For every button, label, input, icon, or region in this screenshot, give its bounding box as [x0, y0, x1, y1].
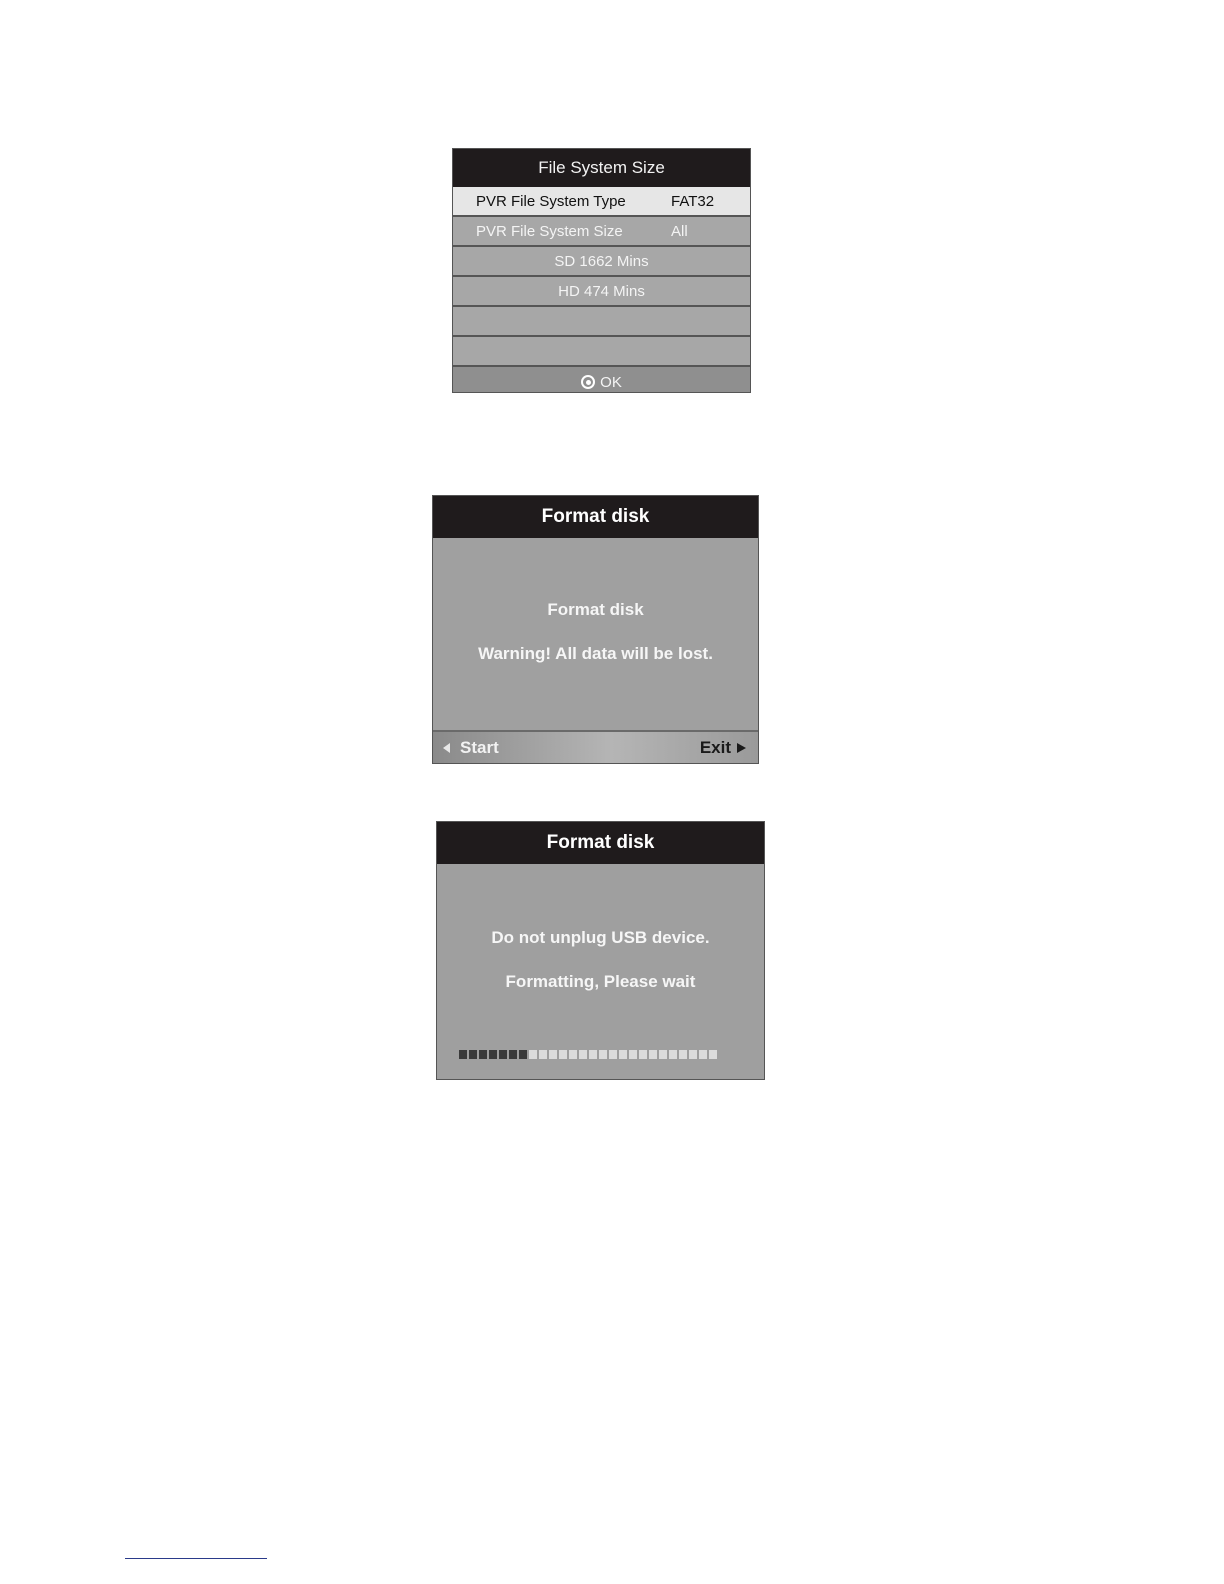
progress-segment-empty: [699, 1050, 707, 1059]
progress-segment-empty: [559, 1050, 567, 1059]
dialog-title: Format disk: [437, 822, 764, 864]
progress-segment-empty: [659, 1050, 667, 1059]
empty-row: [453, 335, 750, 365]
progress-segment-empty: [679, 1050, 687, 1059]
dialog-title: File System Size: [453, 149, 750, 187]
footnote-separator: [125, 1558, 267, 1559]
progress-segment-filled: [519, 1050, 527, 1059]
progress-segment-empty: [609, 1050, 617, 1059]
row-value: All: [671, 222, 688, 240]
progress-segment-filled: [459, 1050, 467, 1059]
file-system-size-dialog: [452, 148, 751, 393]
hd-capacity-text: HD 474 Mins: [558, 282, 645, 300]
progress-segment-empty: [619, 1050, 627, 1059]
ok-button-icon: [581, 375, 595, 389]
progress-segment-empty: [529, 1050, 537, 1059]
progress-segment-filled: [489, 1050, 497, 1059]
menu-row-file-system-type[interactable]: [453, 187, 750, 215]
right-arrow-icon: [737, 743, 746, 753]
progress-segment-empty: [549, 1050, 557, 1059]
progress-segment-empty: [539, 1050, 547, 1059]
formatting-status-text: Formatting, Please wait: [505, 972, 696, 991]
progress-segment-empty: [599, 1050, 607, 1059]
progress-segment-empty: [709, 1050, 717, 1059]
progress-segment-filled: [509, 1050, 517, 1059]
start-label: Start: [460, 737, 499, 757]
hd-capacity-row: [453, 275, 750, 305]
warning-text: Warning! All data will be lost.: [478, 644, 713, 663]
unplug-warning-text: Do not unplug USB device.: [491, 928, 710, 947]
ok-label: OK: [600, 373, 622, 391]
action-bar: [433, 730, 758, 763]
ok-hint[interactable]: [453, 365, 750, 393]
row-label: PVR File System Size: [476, 222, 623, 240]
sd-capacity-row: [453, 245, 750, 275]
exit-button[interactable]: [700, 738, 758, 758]
progress-segment-empty: [649, 1050, 657, 1059]
left-arrow-icon: [443, 743, 450, 753]
progress-bar: [459, 1050, 717, 1059]
row-value: FAT32: [671, 192, 715, 210]
dialog-title: Format disk: [433, 496, 758, 538]
sd-capacity-text: SD 1662 Mins: [554, 252, 649, 270]
progress-segment-filled: [469, 1050, 477, 1059]
row-label: PVR File System Type: [476, 192, 626, 210]
dialog-heading: Format disk: [547, 600, 644, 619]
format-warning-dialog: [432, 495, 759, 764]
start-button[interactable]: [433, 738, 499, 758]
exit-label: Exit: [699, 737, 731, 757]
progress-segment-filled: [499, 1050, 507, 1059]
progress-segment-empty: [689, 1050, 697, 1059]
progress-segment-empty: [579, 1050, 587, 1059]
empty-row: [453, 305, 750, 335]
progress-segment-empty: [639, 1050, 647, 1059]
progress-segment-empty: [589, 1050, 597, 1059]
progress-segment-filled: [479, 1050, 487, 1059]
progress-segment-empty: [569, 1050, 577, 1059]
progress-segment-empty: [629, 1050, 637, 1059]
progress-segment-empty: [669, 1050, 677, 1059]
menu-row-file-system-size[interactable]: [453, 215, 750, 245]
formatting-progress-dialog: [436, 821, 765, 1080]
